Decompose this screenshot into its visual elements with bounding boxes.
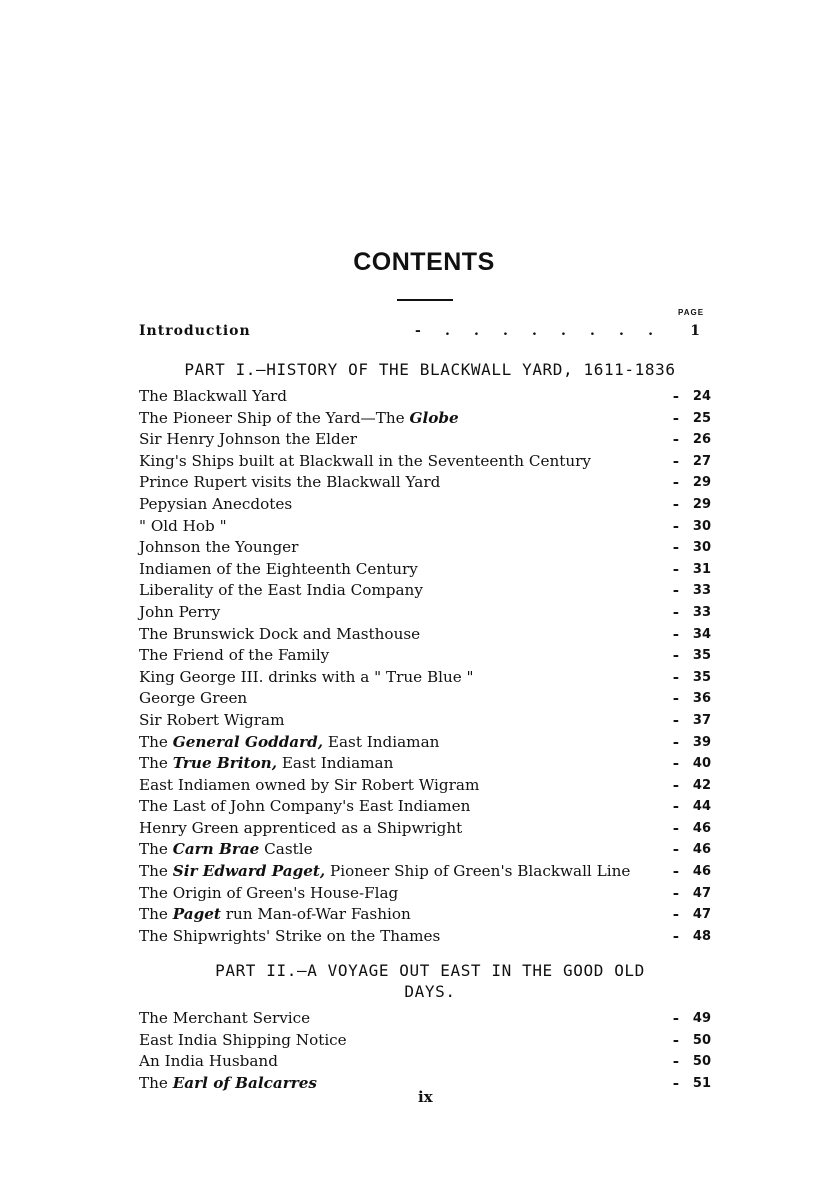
toc-entry-title [139,775,479,797]
title-rule [397,299,453,301]
leader-dash: - [672,818,679,837]
toc-entry-title [139,688,247,710]
toc-entry-title [139,883,398,905]
toc-entry-page: 25 [692,410,711,426]
leader-dash: - [672,1052,679,1071]
toc-entry-page: 37 [692,712,711,728]
page-column-label: PAGE [678,308,705,317]
toc-entry[interactable] [139,775,711,797]
toc-entry-title-pre: The Brunswick Dock and Masthouse [139,624,421,643]
toc-entry[interactable] [139,494,711,516]
toc-entry-page: 27 [692,453,711,469]
toc-entry-page: 50 [692,1054,711,1070]
toc-entry[interactable] [139,386,711,408]
leader-dash: - [672,797,679,816]
toc-entry-title [139,818,462,840]
leader-dash: - [672,538,679,557]
toc-entry-title [139,732,439,754]
leader-dash: - [672,1073,679,1092]
toc-entry-page: 50 [692,1032,711,1048]
toc-entry-title [139,1073,317,1095]
toc-entry-page: 44 [692,799,711,815]
toc-entry-title-pre: Sir Robert Wigram [139,710,285,729]
toc-entry[interactable] [139,818,711,840]
leader-dash: - [672,754,679,773]
toc-entry[interactable] [139,451,711,473]
toc-entry-page: 36 [692,691,711,707]
toc-entry-title-it: Earl of Balcarres [172,1073,317,1092]
toc-entry[interactable] [139,861,711,883]
leader-dash: - [672,624,679,643]
toc-entry-title [139,559,418,581]
toc-entry-page: 29 [692,496,711,512]
toc-entry[interactable] [139,796,711,818]
toc-entry-title-pre: The Shipwrights' Strike on the Thames [139,926,441,945]
part2-contents-list [139,1008,711,1094]
toc-entry-title-pre: The [139,1073,173,1092]
leader-dash: - [672,1009,679,1027]
toc-entry-title [139,602,220,624]
toc-entry-title-it: Paget [172,905,221,924]
toc-entry-title-pre: The [139,862,173,881]
toc-entry[interactable] [139,1051,711,1073]
toc-entry[interactable] [139,408,711,430]
toc-entry-title [139,472,440,494]
toc-entry-title [139,861,630,883]
toc-entry-page: 46 [692,864,711,880]
toc-entry-title-pre: The Friend of the Family [139,646,330,665]
toc-entry-page: 47 [692,907,711,923]
toc-entry-title-post: Pioneer Ship of Green's Blackwall Line [325,862,631,881]
toc-entry-page: 51 [692,1075,711,1091]
toc-entry-title-pre: The Last of John Company's East Indiamen [139,797,471,816]
toc-entry-title-pre: The [139,840,173,859]
introduction-label: Introduction [139,323,251,339]
leader-dash: - [672,516,679,535]
toc-entry[interactable] [139,904,711,926]
toc-entry-title-it: General Goddard, [172,732,324,751]
leader-dash: - [672,646,679,665]
leader-dash: - [672,1030,679,1049]
toc-entry-title-pre: East India Shipping Notice [139,1030,347,1049]
toc-entry-page: 33 [692,583,711,599]
toc-entry[interactable] [139,580,711,602]
toc-entry[interactable] [139,883,711,905]
toc-entry[interactable] [139,839,711,861]
leader-dash: - [672,883,679,902]
toc-entry-page: 35 [692,648,711,664]
toc-entry-title [139,667,474,689]
leader-dash: - [672,710,679,729]
toc-entry-page: 35 [692,669,711,685]
toc-entry-page: 48 [692,928,711,944]
toc-entry-page: 46 [692,842,711,858]
toc-entry-title [139,904,411,926]
toc-entry-page: 42 [692,777,711,793]
page-number: ix [418,1088,433,1106]
toc-entry-title [139,429,357,451]
toc-entry-title [139,624,420,646]
toc-entry-title-pre: The Merchant Service [139,1009,311,1027]
toc-entry-title-pre: The Pioneer Ship of the Yard—The [139,408,410,427]
leader-dash: - [672,667,679,686]
toc-entry-title-it: Carn Brae [172,840,260,859]
leader-dash: - [672,581,679,600]
toc-entry-title [139,516,227,538]
toc-entry[interactable] [139,710,711,732]
toc-entry-title-post: East Indiaman [323,732,440,751]
leader-dash: - [672,430,679,449]
toc-entry-page: 47 [692,885,711,901]
toc-entry[interactable] [139,559,711,581]
toc-entry-title-pre: The [139,905,173,924]
toc-entry-title-it: Globe [409,408,459,427]
toc-entry-page: 30 [692,518,711,534]
toc-entry-page: 39 [692,734,711,750]
toc-entry-title-pre: Pepysian Anecdotes [139,494,293,513]
toc-entry-page: 24 [692,389,711,404]
toc-entry-title-pre: Indiamen of the Eighteenth Century [139,559,418,578]
toc-entry-title-pre: Johnson the Younger [139,538,299,557]
toc-entry-title-pre: King's Ships built at Blackwall in the Seventeenth Century [139,451,591,470]
leader-dots: - . . . . . . . . [415,323,654,339]
toc-entry-title [139,796,470,818]
leader-dash: - [672,689,679,708]
leader-dash: - [672,387,679,405]
toc-entry-title [139,710,284,732]
toc-entry-title-post: Castle [259,840,313,859]
toc-entry-title [139,537,298,559]
toc-entry[interactable] [139,926,711,948]
leader-dash: - [672,451,679,470]
leader-dash: - [672,775,679,794]
toc-entry-title-pre: The Blackwall Yard [139,387,287,405]
toc-entry-title-pre: The [139,732,173,751]
toc-entry-title [139,926,440,948]
toc-entry-title [139,1030,347,1052]
part2-heading [135,960,725,1002]
part1-contents-list [139,386,711,947]
part1-heading: PART I.—HISTORY OF THE BLACKWALL YARD, 1611-1836 [184,360,676,379]
toc-entry-title [139,451,591,473]
toc-entry[interactable] [139,753,711,775]
toc-entry-title [139,386,287,408]
toc-entry[interactable] [139,732,711,754]
toc-entry-page: 46 [692,820,711,836]
toc-entry-page: 30 [692,540,711,556]
toc-entry-title-post: run Man-of-War Fashion [220,905,411,924]
toc-entry-title-it: True Briton, [172,754,278,773]
toc-entry-title [139,1051,278,1073]
toc-entry[interactable] [139,537,711,559]
toc-entry[interactable] [139,1008,711,1030]
toc-entry-title [139,839,313,861]
leader-dash: - [672,473,679,492]
leader-dash: - [672,494,679,513]
page-title: CONTENTS [353,248,495,276]
toc-entry-page: 29 [692,475,711,491]
toc-entry-title-pre: An India Husband [139,1052,278,1071]
toc-entry-title [139,753,393,775]
toc-entry-title [139,580,423,602]
leader-dash: - [672,905,679,924]
toc-entry[interactable] [139,667,711,689]
toc-entry[interactable] [139,602,711,624]
toc-entry-title-pre: Liberality of the East India Company [139,581,423,600]
introduction-entry[interactable] [139,323,709,345]
toc-entry-page: 31 [692,561,711,577]
toc-entry[interactable] [139,429,711,451]
part2-heading-line1: PART II.—A VOYAGE OUT EAST IN THE GOOD OLD [215,961,645,980]
leader-dash: - [672,862,679,881]
leader-dash: - [672,602,679,621]
toc-entry[interactable] [139,516,711,538]
toc-entry-title-pre: King George III. drinks with a " True Blue " [139,667,474,686]
toc-entry-title-pre: The Origin of Green's House-Flag [139,883,399,902]
toc-entry-title [139,1008,310,1030]
leader-dash: - [672,732,679,751]
toc-entry-page: 34 [692,626,711,642]
toc-entry-title-pre: The [139,754,173,773]
toc-entry-title [139,494,292,516]
toc-entry[interactable] [139,472,711,494]
toc-entry-title-post: East Indiaman [277,754,394,773]
toc-entry-title-pre: " Old Hob " [139,516,227,535]
part2-heading-line2: DAYS. [404,982,456,1001]
toc-entry-page: 49 [692,1011,711,1026]
toc-entry[interactable] [139,624,711,646]
toc-entry-title-pre: East Indiamen owned by Sir Robert Wigram [139,775,480,794]
toc-entry-page: 26 [692,432,711,448]
toc-entry[interactable] [139,645,711,667]
leader-dash: - [672,559,679,578]
toc-entry[interactable] [139,688,711,710]
leader-dash: - [672,408,679,427]
toc-entry-page: 33 [692,604,711,620]
toc-entry-title [139,645,329,667]
leader-dash: - [672,840,679,859]
leader-dash: - [672,926,679,945]
toc-entry-title [139,408,459,430]
toc-entry-title-pre: George Green [139,689,248,708]
toc-entry-page: 40 [692,756,711,772]
toc-entry[interactable] [139,1030,711,1052]
toc-entry-title-pre: Prince Rupert visits the Blackwall Yard [139,473,441,492]
toc-entry-title-pre: Sir Henry Johnson the Elder [139,430,357,449]
introduction-page: 1 [690,323,701,339]
toc-entry-title-pre: Henry Green apprenticed as a Shipwright [139,818,463,837]
toc-entry-title-pre: John Perry [139,602,221,621]
toc-entry-title-it: Sir Edward Paget, [172,862,326,881]
